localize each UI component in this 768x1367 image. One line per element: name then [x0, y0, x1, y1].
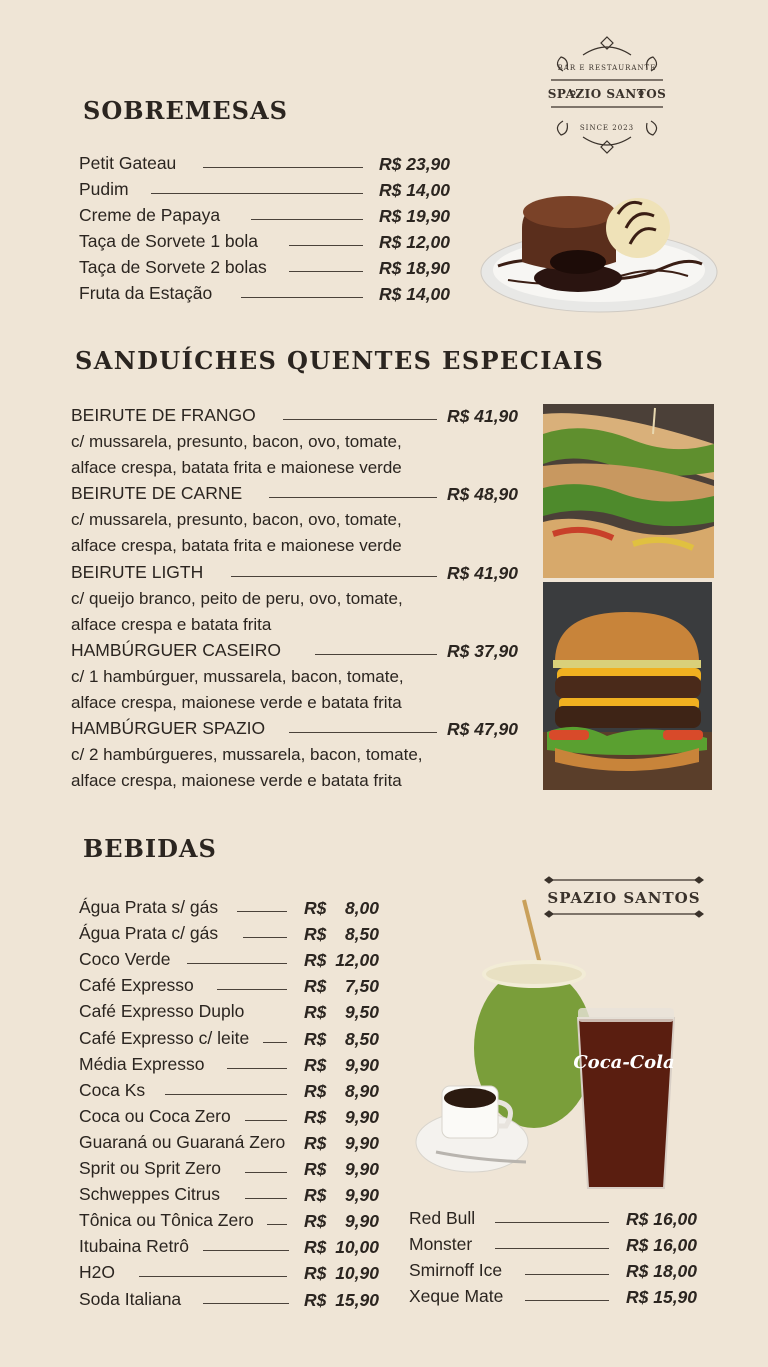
item-price: R$ 15,90	[626, 1287, 698, 1307]
price-currency: R$	[304, 1132, 327, 1153]
item-name: HAMBÚRGUER CASEIRO	[71, 640, 282, 660]
price-currency: R$	[304, 1211, 327, 1232]
price-currency: R$	[304, 950, 327, 971]
item-description: alface crespa, batata frita e maionese verde	[71, 458, 402, 477]
list-item	[409, 1284, 709, 1308]
list-item	[79, 1104, 389, 1128]
leader-line	[251, 219, 363, 220]
price-currency: R$	[304, 1106, 327, 1127]
leader-line	[267, 1224, 287, 1225]
list-item	[71, 560, 531, 584]
item-name: Taça de Sorvete 2 bolas	[79, 257, 267, 277]
item-description: alface crespa, maionese verde e batata frita	[71, 693, 402, 712]
section-title-sanduiches: SANDUÍCHES QUENTES ESPECIAIS	[75, 346, 605, 375]
list-item	[79, 1078, 389, 1102]
item-name: Média Expresso	[79, 1053, 205, 1074]
item-name: Petit Gateau	[79, 153, 177, 173]
list-item	[79, 281, 459, 305]
price-currency: R$	[304, 1054, 327, 1075]
item-name: Café Expresso	[79, 975, 194, 996]
price-currency: R$	[304, 1159, 327, 1179]
item-price: R$ 14,00	[379, 284, 451, 304]
price-value: 8,90	[344, 1080, 379, 1101]
leader-line	[243, 937, 287, 938]
list-item	[71, 481, 531, 505]
price-value: 9,90	[344, 1054, 379, 1075]
burger-photo	[543, 582, 712, 790]
leader-line	[283, 419, 437, 420]
item-description: c/ 1 hambúrguer, mussarela, bacon, tomate,	[71, 667, 404, 686]
leader-line	[227, 1068, 287, 1069]
leader-line	[151, 193, 363, 194]
price-value: 10,90	[335, 1263, 379, 1284]
list-item	[71, 638, 531, 662]
price-currency: R$	[304, 1237, 327, 1258]
item-name: Monster	[409, 1234, 473, 1254]
leader-line	[289, 271, 363, 272]
list-item	[79, 255, 459, 279]
leader-line	[241, 297, 363, 298]
price-currency: R$	[304, 1289, 327, 1310]
item-name: Itubaina Retrô	[79, 1236, 189, 1257]
item-name: BEIRUTE DE FRANGO	[71, 405, 256, 425]
list-item	[79, 973, 389, 997]
item-price: R$ 48,90	[447, 484, 519, 504]
item-name: Guaraná ou Guaraná Zero	[79, 1131, 286, 1152]
list-item	[71, 403, 531, 427]
item-price: R$ 16,00	[626, 1209, 698, 1229]
list-item	[79, 895, 389, 919]
item-price: R$ 16,00	[626, 1235, 698, 1255]
price-currency: R$	[304, 1002, 327, 1023]
item-description: c/ mussarela, presunto, bacon, ovo, tomate,	[71, 432, 402, 451]
list-item	[79, 921, 389, 945]
leader-line	[263, 1042, 287, 1043]
list-item	[79, 1234, 389, 1258]
list-item	[79, 999, 389, 1023]
list-item	[409, 1206, 709, 1230]
leader-line	[315, 654, 437, 655]
item-price: R$ 41,90	[447, 563, 519, 583]
price-value: 10,00	[335, 1237, 379, 1258]
drinks-photo	[412, 898, 692, 1194]
item-name: Fruta da Estação	[79, 283, 213, 303]
price-currency: R$	[304, 976, 327, 997]
item-price: R$ 18,90	[379, 258, 451, 278]
list-item	[79, 151, 459, 175]
price-value: 15,90	[335, 1289, 379, 1310]
leader-line	[245, 1120, 287, 1121]
item-description: alface crespa, maionese verde e batata frita	[71, 771, 402, 790]
item-name: Coco Verde	[79, 949, 171, 970]
item-price: R$ 18,00	[626, 1261, 698, 1281]
item-name: Creme de Papaya	[79, 205, 221, 225]
price-currency: R$	[304, 1185, 327, 1206]
list-item	[79, 1260, 389, 1284]
leader-line	[525, 1274, 609, 1275]
item-description: alface crespa e batata frita	[71, 615, 272, 634]
item-name: Água Prata s/ gás	[79, 897, 219, 917]
item-name: Água Prata c/ gás	[79, 923, 219, 944]
leader-line	[289, 732, 437, 733]
item-price: R$ 14,00	[379, 180, 451, 200]
leader-line	[231, 576, 437, 577]
item-name: Café Expresso c/ leite	[79, 1027, 250, 1048]
price-value: 8,00	[344, 898, 379, 918]
price-value: 9,90	[344, 1132, 379, 1153]
dessert-photo	[478, 188, 720, 316]
item-price: R$ 19,90	[379, 206, 451, 226]
item-description: alface crespa, batata frita e maionese verde	[71, 536, 402, 555]
item-name: H2O	[79, 1262, 115, 1283]
list-item	[79, 229, 459, 253]
list-item	[79, 1182, 389, 1206]
item-price: R$ 23,90	[379, 154, 451, 174]
leader-line	[237, 911, 287, 912]
item-description: c/ 2 hambúrgueres, mussarela, bacon, tomate,	[71, 745, 423, 764]
price-value: 9,90	[344, 1106, 379, 1127]
restaurant-logo	[543, 33, 671, 158]
list-item	[79, 1156, 389, 1180]
logo-since: SINCE 2023	[579, 124, 635, 132]
leader-line	[203, 1250, 289, 1251]
price-value: 12,00	[335, 950, 379, 971]
list-item	[79, 1287, 389, 1311]
list-item	[409, 1232, 709, 1256]
section-title-sobremesas: SOBREMESAS	[83, 96, 288, 125]
item-name: Taça de Sorvete 1 bola	[79, 231, 259, 251]
item-price: R$ 47,90	[447, 719, 519, 739]
item-name: Pudim	[79, 179, 129, 199]
leader-line	[269, 497, 437, 498]
leader-line	[289, 245, 363, 246]
item-price: R$ 41,90	[447, 406, 519, 426]
item-name: Smirnoff Ice	[409, 1260, 503, 1280]
leader-line	[245, 1172, 287, 1173]
coca-cola-label: Coca-Cola	[573, 1052, 675, 1073]
leader-line	[139, 1276, 287, 1277]
leader-line	[203, 167, 363, 168]
logo-tagline: BAR E RESTAURANTE	[557, 64, 657, 72]
price-value: 7,50	[344, 976, 379, 997]
leader-line	[165, 1094, 287, 1095]
price-value: 9,50	[344, 1002, 379, 1023]
item-name: Café Expresso Duplo	[79, 1001, 245, 1022]
item-name: Soda Italiana	[79, 1288, 182, 1309]
price-value: 9,90	[344, 1211, 379, 1232]
item-name: Sprit ou Sprit Zero	[79, 1158, 221, 1178]
item-price: R$ 37,90	[447, 641, 519, 661]
price-value: 8,50	[344, 1028, 379, 1049]
item-name: BEIRUTE DE CARNE	[71, 483, 243, 503]
leader-line	[525, 1300, 609, 1301]
item-name: Coca ou Coca Zero	[79, 1105, 231, 1126]
list-item	[79, 177, 459, 201]
list-item	[79, 947, 389, 971]
leader-line	[187, 963, 287, 964]
leader-line	[203, 1303, 289, 1304]
list-item	[409, 1258, 709, 1282]
item-name: HAMBÚRGUER SPAZIO	[71, 718, 266, 738]
item-description: c/ mussarela, presunto, bacon, ovo, tomate,	[71, 510, 402, 529]
price-currency: R$	[304, 1263, 327, 1284]
list-item	[79, 1208, 389, 1232]
leader-line	[495, 1248, 609, 1249]
price-currency: R$	[304, 1080, 327, 1101]
logo2-name: SPAZIO SANTOS	[547, 889, 701, 907]
item-name: Xeque Mate	[409, 1286, 504, 1306]
price-value: 9,90	[344, 1159, 379, 1179]
price-currency: R$	[304, 924, 327, 945]
item-name: BEIRUTE LIGTH	[71, 562, 204, 582]
leader-line	[217, 989, 287, 990]
price-value: 9,90	[344, 1185, 379, 1206]
logo-name: SPAZIO SANTOS	[547, 87, 667, 101]
price-currency: R$	[304, 1028, 327, 1049]
item-price: R$ 12,00	[379, 232, 451, 252]
item-name: Coca Ks	[79, 1079, 146, 1100]
beirute-photo	[543, 404, 714, 578]
price-value: 8,50	[344, 924, 379, 945]
leader-line	[245, 1198, 287, 1199]
list-item	[79, 1026, 389, 1050]
list-item	[79, 1052, 389, 1076]
item-name: Tônica ou Tônica Zero	[79, 1210, 254, 1231]
list-item	[79, 1130, 389, 1154]
section-title-bebidas: BEBIDAS	[83, 834, 217, 863]
list-item	[79, 203, 459, 227]
item-name: Schweppes Citrus	[79, 1184, 221, 1205]
leader-line	[495, 1222, 609, 1223]
price-currency: R$	[304, 898, 327, 918]
item-name: Red Bull	[409, 1208, 476, 1228]
list-item	[71, 716, 531, 740]
item-description: c/ queijo branco, peito de peru, ovo, tomate,	[71, 589, 403, 608]
